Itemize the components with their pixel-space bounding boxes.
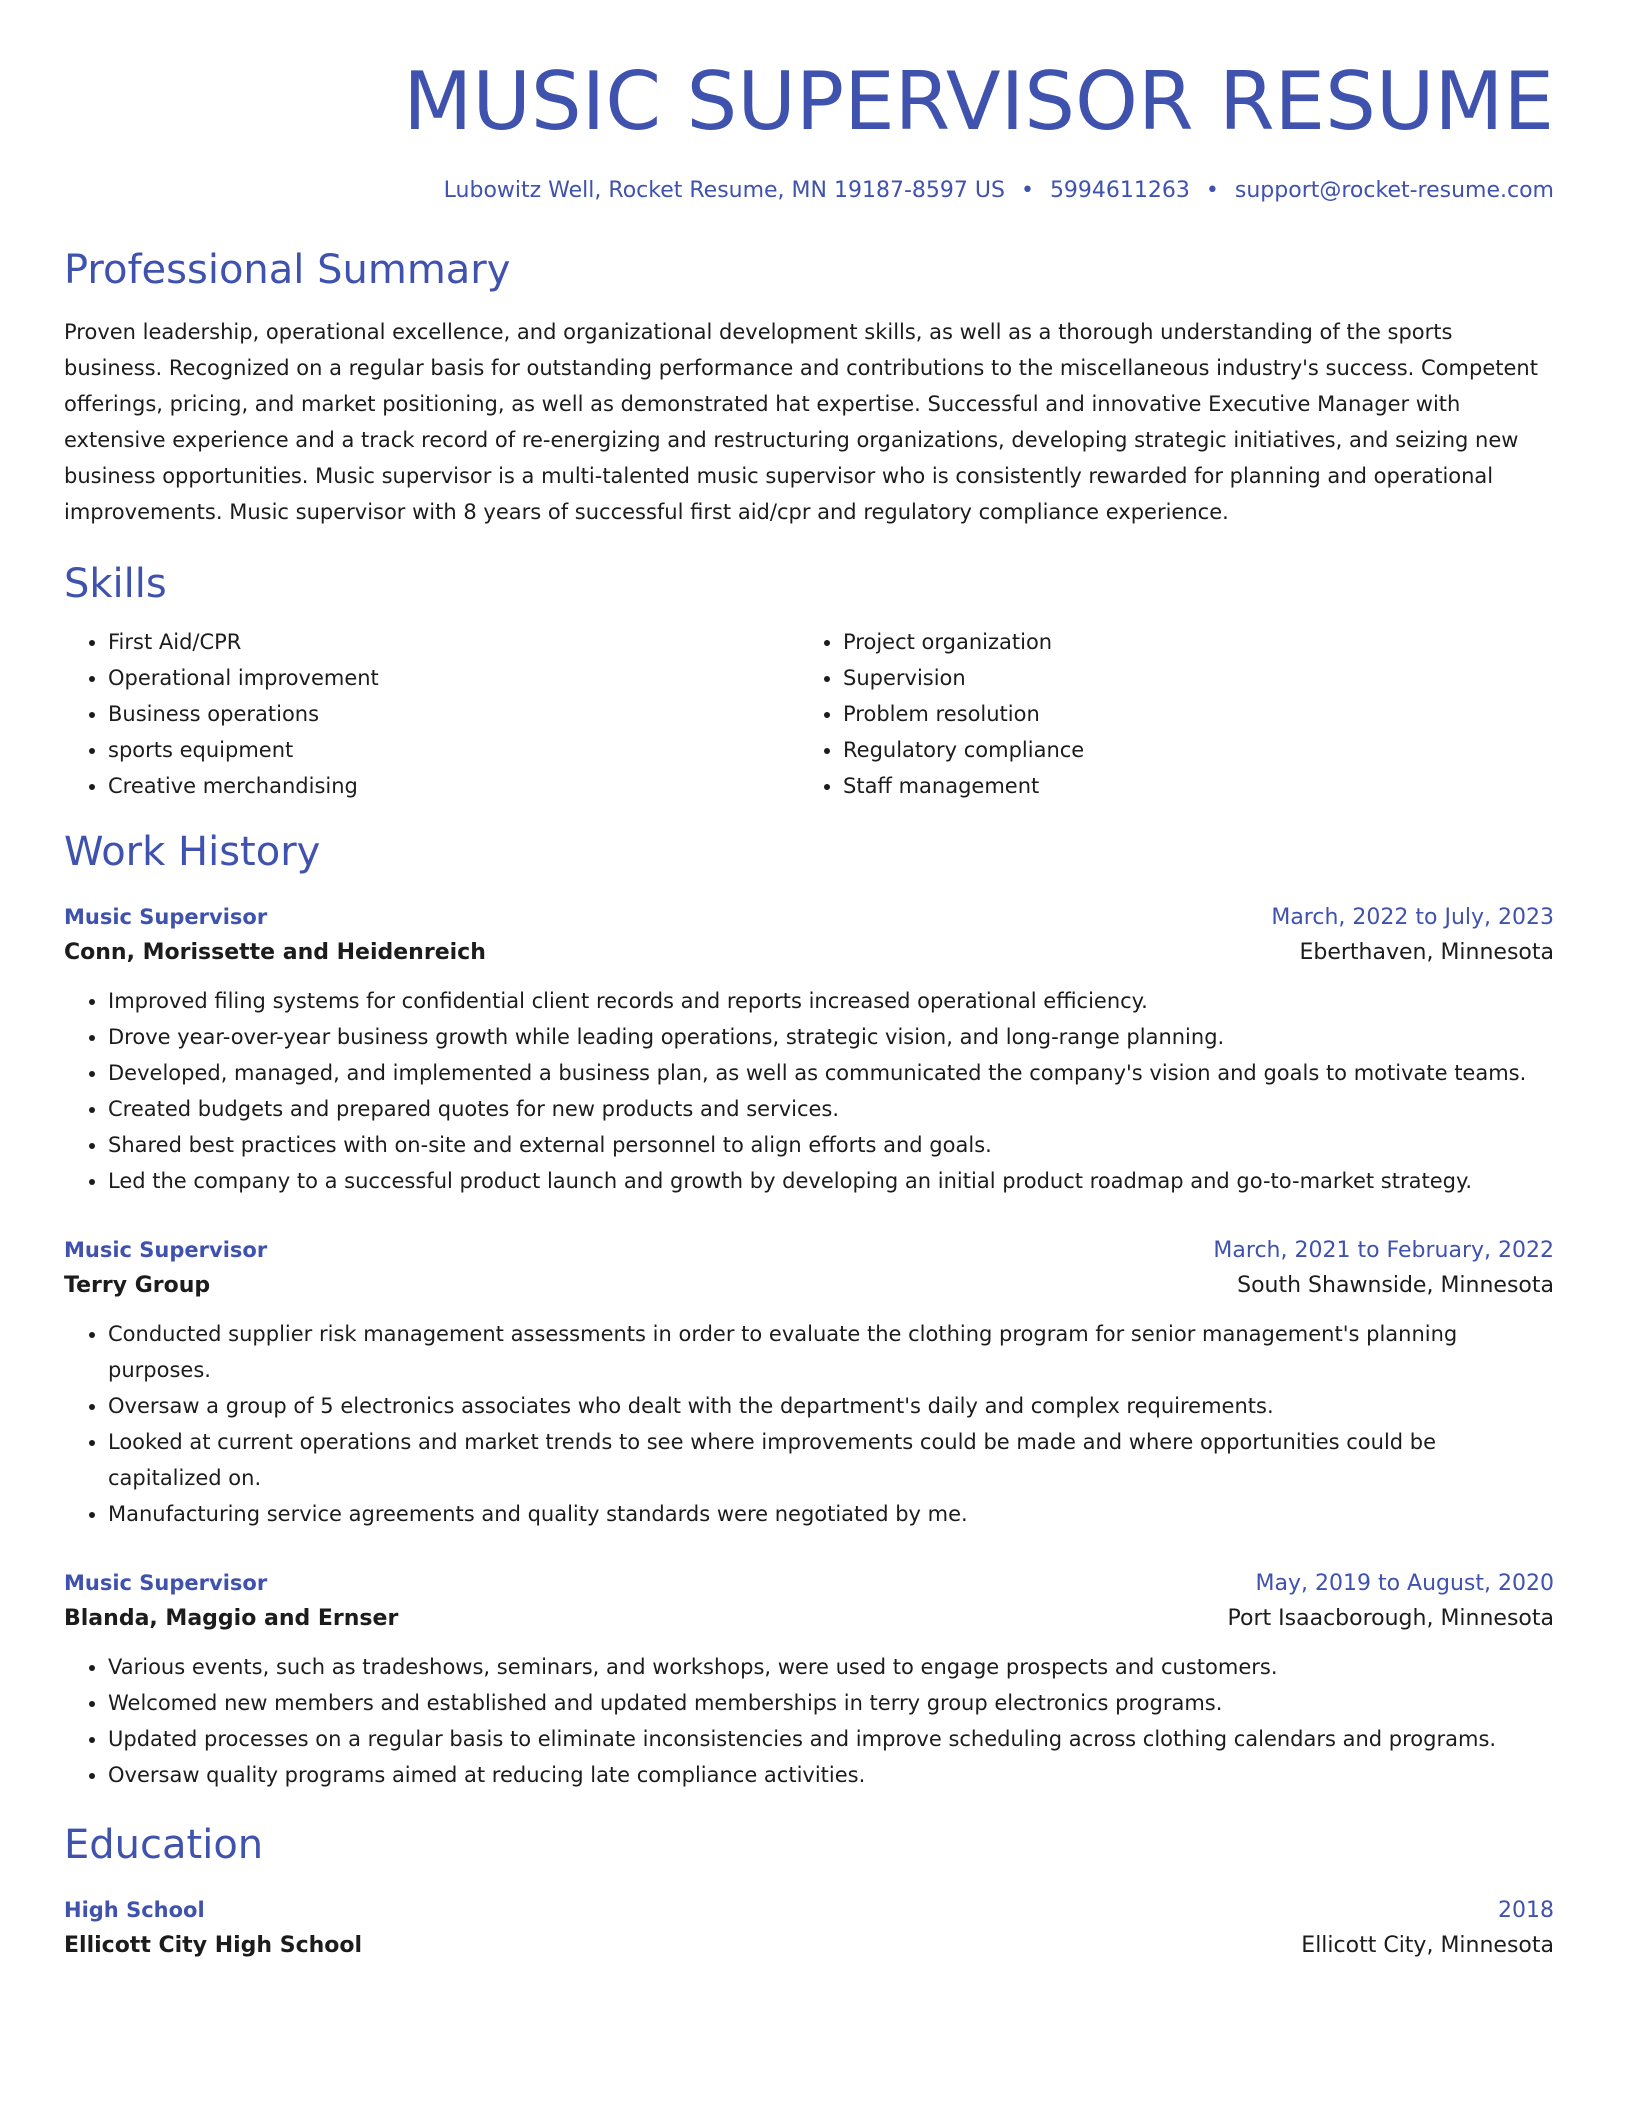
job-company-row <box>64 1268 1554 1304</box>
job-bullet: • Various events, such as tradeshows, seminars, and workshops, were used to engage prospects and customers. <box>108 1649 1554 1685</box>
education-school: Ellicott City High School <box>64 1933 363 1958</box>
education-header-row <box>64 1893 1554 1928</box>
skill-item: • Supervision <box>843 660 1534 696</box>
job-dates: May, 2019 to August, 2020 <box>1255 1571 1554 1596</box>
job-title: Music Supervisor <box>64 1571 268 1595</box>
contact-email: support@rocket-resume.com <box>1234 178 1554 203</box>
education-entry <box>64 1893 1554 1964</box>
summary-text: Proven leadership, operational excellence, and organizational development skills, as well as a thorough understanding of the sports business. Recognized on a regular basis for outstanding performance and contributions to the miscellaneous industry's success. Competent offerings, pricing, and market positioning, as well as demonstrated hat expertise. Successful and innovative Executive Manager with extensive experience and a track record of re-energizing and restructuring organizations, developing strategic initiatives, and seizing new business opportunities. Music supervisor is a multi-talented music supervisor who is consistently rewarded for planning and operational improvements. Music supervisor with 8 years of successful first aid/cpr and regulatory compliance experience. <box>64 320 1538 524</box>
education-degree: High School <box>64 1898 205 1922</box>
work-history-heading: Work History <box>64 829 321 875</box>
job-bullet: • Oversaw quality programs aimed at reducing late compliance activities. <box>108 1757 1554 1793</box>
job-bullets <box>64 1649 1554 1793</box>
job-bullet: • Drove year-over-year business growth while leading operations, strategic vision, and long-range planning. <box>108 1019 1554 1055</box>
job-location: Eberthaven, Minnesota <box>1299 940 1554 965</box>
job-bullet: • Oversaw a group of 5 electronics associates who dealt with the department's daily and complex requirements. <box>108 1388 1554 1424</box>
job-company: Terry Group <box>64 1273 211 1298</box>
job-location: Port Isaacborough, Minnesota <box>1227 1606 1554 1631</box>
job-bullets <box>64 983 1554 1199</box>
job-bullet: • Created budgets and prepared quotes for new products and services. <box>108 1091 1554 1127</box>
skill-item: • Staff management <box>843 768 1534 804</box>
job-bullet: • Improved filing systems for confidential client records and reports increased operational efficiency. <box>108 983 1554 1019</box>
contact-line <box>64 176 1554 206</box>
job-entry <box>64 900 1554 1199</box>
summary-heading: Professional Summary <box>64 247 511 293</box>
skills-list <box>64 624 1554 804</box>
job-bullet: • Looked at current operations and market trends to see where improvements could be made and where opportunities could be capitalized on. <box>108 1424 1554 1496</box>
resume-page <box>64 50 1554 1964</box>
contact-separator: • <box>1205 178 1219 203</box>
job-dates: March, 2022 to July, 2023 <box>1271 905 1554 930</box>
job-company: Conn, Morissette and Heidenreich <box>64 940 486 965</box>
education-year: 2018 <box>1498 1898 1554 1923</box>
education-heading: Education <box>64 1822 264 1868</box>
skill-item: • Business operations <box>108 696 799 732</box>
skill-item: • sports equipment <box>108 732 799 768</box>
job-bullets <box>64 1316 1554 1532</box>
job-company-row <box>64 935 1554 971</box>
skills-column-left <box>64 624 799 804</box>
skill-item: • Regulatory compliance <box>843 732 1534 768</box>
job-header-row <box>64 1233 1554 1268</box>
job-entry <box>64 1233 1554 1532</box>
job-title: Music Supervisor <box>64 1238 268 1262</box>
resume-title: MUSIC SUPERVISOR RESUME <box>403 55 1554 148</box>
skills-heading: Skills <box>64 561 167 607</box>
job-company: Blanda, Maggio and Ernser <box>64 1606 399 1631</box>
job-entry <box>64 1566 1554 1793</box>
contact-phone: 5994611263 <box>1049 178 1190 203</box>
education-location: Ellicott City, Minnesota <box>1301 1933 1554 1958</box>
job-bullet: • Updated processes on a regular basis to eliminate inconsistencies and improve scheduling across clothing calendars and programs. <box>108 1721 1554 1757</box>
job-location: South Shawnside, Minnesota <box>1237 1273 1554 1298</box>
skill-item: • Project organization <box>843 624 1534 660</box>
job-bullet: • Manufacturing service agreements and quality standards were negotiated by me. <box>108 1496 1554 1532</box>
job-title: Music Supervisor <box>64 905 268 929</box>
job-dates: March, 2021 to February, 2022 <box>1213 1238 1554 1263</box>
contact-separator: • <box>1020 178 1034 203</box>
job-bullet: • Developed, managed, and implemented a business plan, as well as communicated the company's vision and goals to motivate teams. <box>108 1055 1554 1091</box>
job-bullet: • Conducted supplier risk management assessments in order to evaluate the clothing program for senior management's planning purposes. <box>108 1316 1554 1388</box>
job-header-row <box>64 900 1554 935</box>
job-bullet: • Welcomed new members and established and updated memberships in terry group electronics programs. <box>108 1685 1554 1721</box>
job-bullet: • Shared best practices with on-site and external personnel to align efforts and goals. <box>108 1127 1554 1163</box>
job-bullet: • Led the company to a successful product launch and growth by developing an initial product roadmap and go-to-market strategy. <box>108 1163 1554 1199</box>
job-company-row <box>64 1601 1554 1637</box>
skill-item: • Problem resolution <box>843 696 1534 732</box>
education-school-row <box>64 1928 1554 1964</box>
contact-address: Lubowitz Well, Rocket Resume, MN 19187-8597 US <box>443 178 1005 203</box>
skill-item: • Operational improvement <box>108 660 799 696</box>
skill-item: • Creative merchandising <box>108 768 799 804</box>
job-header-row <box>64 1566 1554 1601</box>
skills-column-right <box>799 624 1534 804</box>
skill-item: • First Aid/CPR <box>108 624 799 660</box>
